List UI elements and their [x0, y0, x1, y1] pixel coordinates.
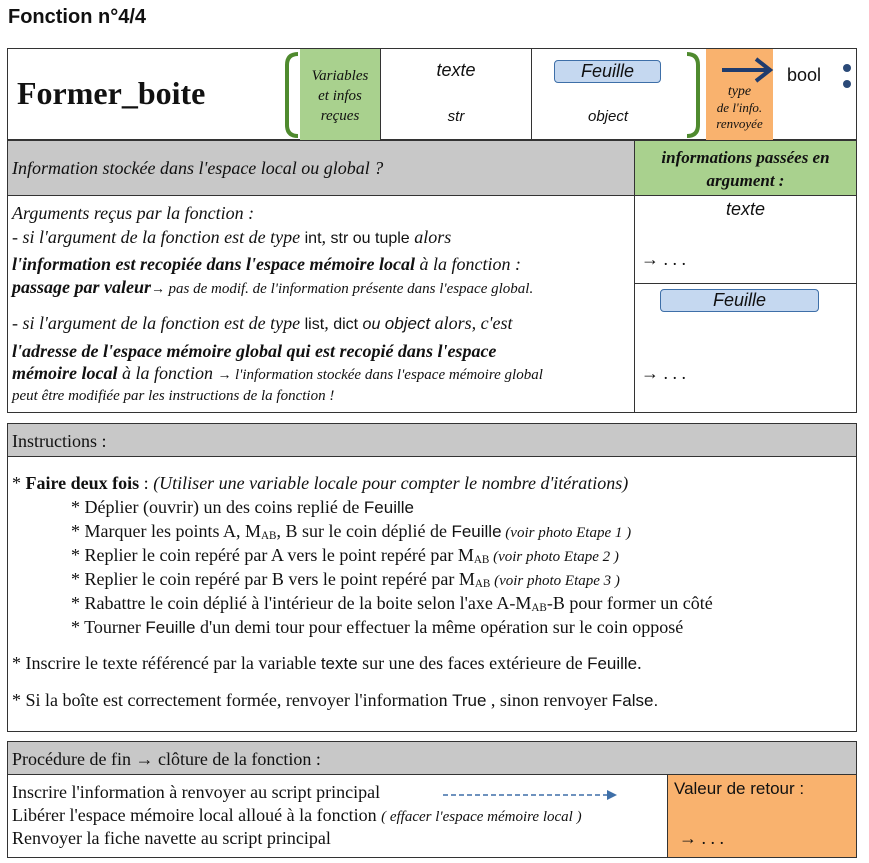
params-label: Variables et infos reçues — [300, 49, 381, 140]
storage-explanation — [7, 195, 635, 413]
storage-line-1: Arguments reçus par la fonction : — [12, 203, 255, 223]
return-value: → . . . — [679, 828, 724, 848]
instructions-header: Instructions : — [7, 423, 857, 457]
return-type-label: type de l'info. renvoyée — [716, 84, 763, 131]
return-type-value: bool — [787, 65, 822, 85]
return-value-box — [667, 774, 857, 858]
dashed-arrow-icon — [441, 788, 621, 802]
arg-feuille-cell — [634, 283, 857, 413]
end-line-3: Renvoyer la fiche navette au script principal — [12, 828, 331, 848]
instr-line-2: * Déplier (ouvrir) un des coins replié de Feuille — [71, 497, 414, 517]
return-value-label: Valeur de retour : — [674, 779, 805, 798]
page-title: Fonction n°4/4 — [8, 6, 146, 28]
instr-line-5: * Replier le coin repéré par B vers le point repéré par $M_{AB}$ (voir photo Etape 3 ) — [71, 569, 620, 590]
param-feuille-type: object — [587, 108, 629, 125]
instr-line-6: * Rabattre le coin déplié à l'intérieur de la boite selon l'axe $A-M_{AB}-B$ pour former un côté — [71, 593, 713, 614]
instr-line-8: * Inscrire le texte référencé par la variable texte sur une des faces extérieure de Feuille. — [12, 653, 642, 673]
arg-texte-value: → . . . — [641, 249, 686, 269]
args-header: informations passées en argument : — [634, 140, 857, 196]
storage-line-7: mémoire local à la fonction → l'information stockée dans l'espace mémoire global — [12, 363, 543, 383]
arg-feuille-value: → . . . — [641, 363, 686, 383]
arg-texte-name: texte — [725, 199, 766, 219]
param-texte-type: str — [447, 108, 465, 125]
instr-line-4: * Replier le coin repéré par A vers le point repéré par $M_{AB}$ (voir photo Etape 2 ) — [71, 545, 619, 566]
instr-line-7: * Tourner Feuille d'un demi tour pour effectuer la même opération sur le coin opposé — [71, 617, 684, 637]
left-bracket-icon — [281, 51, 301, 139]
storage-line-6: l'adresse de l'espace mémoire global qui est recopié dans l'espace — [12, 341, 497, 361]
instr-line-9: * Si la boîte est correctement formée, renvoyer l'information True , sinon renvoyer False. — [12, 690, 659, 710]
storage-question: Information stockée dans l'espace local ou global ? — [12, 158, 384, 178]
param-feuille-name: Feuille — [554, 60, 661, 83]
storage-line-3: l'information est recopiée dans l'espace mémoire local à la fonction : — [12, 254, 521, 274]
end-header: Procédure de fin → clôture de la fonction : — [7, 741, 857, 775]
storage-line-8: peut être modifiée par les instructions de la fonction ! — [12, 388, 335, 404]
param-texte-name: texte — [436, 60, 476, 80]
storage-line-2: - si l'argument de la fonction est de type int, str ou tuple alors — [12, 227, 452, 247]
instr-line-1: * Faire deux fois : (Utiliser une variable locale pour compter le nombre d'itérations) — [12, 473, 629, 493]
param-texte — [381, 49, 532, 140]
arg-feuille-name: Feuille — [660, 289, 819, 312]
instructions-body — [7, 456, 857, 732]
end-line-2: Libérer l'espace mémoire local alloué à la fonction ( effacer l'espace mémoire local ) — [12, 805, 582, 825]
arg-texte-cell — [634, 195, 857, 284]
more-dots-icon — [842, 63, 852, 91]
return-arrow-icon — [720, 55, 774, 85]
storage-line-5: - si l'argument de la fonction est de type list, dict ou object alors, c'est — [12, 313, 513, 333]
storage-line-4: passage par valeur→ pas de modif. de l'information présente dans l'espace global. — [12, 277, 534, 297]
function-header — [7, 48, 857, 140]
instr-line-3: * Marquer les points A, $M_{AB}$, B sur le coin déplié de Feuille (voir photo Etape 1 ) — [71, 521, 632, 542]
return-type-box — [706, 49, 773, 140]
function-name: Former_boite — [17, 75, 206, 111]
param-feuille — [532, 49, 685, 140]
end-body — [7, 774, 668, 858]
storage-question-bar — [7, 140, 635, 196]
right-bracket-icon — [684, 51, 704, 139]
end-line-1: Inscrire l'information à renvoyer au script principal — [12, 782, 381, 802]
